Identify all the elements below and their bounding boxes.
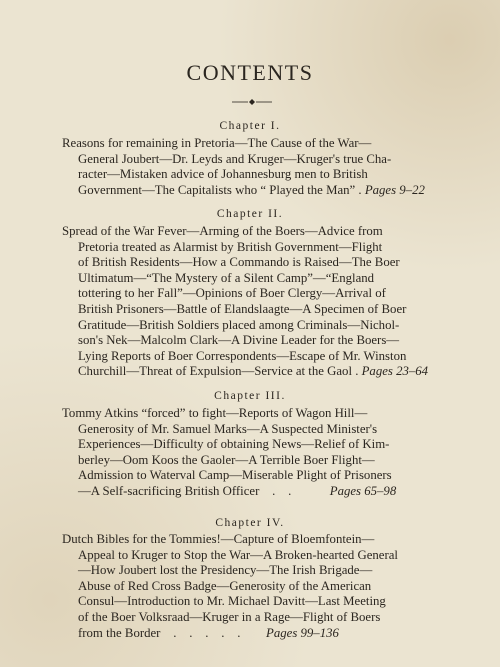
entry-line: Ultimatum—“The Mystery of a Silent Camp”—“England bbox=[78, 270, 375, 285]
entry-line: racter—Mistaken advice of Johannesburg men to British bbox=[78, 167, 368, 182]
chapter-entry bbox=[62, 532, 474, 641]
chapter-heading: Chapter IV. bbox=[215, 517, 285, 529]
entry-line: Pretoria treated as Alarmist by British Government—Flight bbox=[78, 239, 383, 254]
entry-line: Generosity of Mr. Samuel Marks—A Suspected Minister's bbox=[78, 421, 378, 436]
page-range: Pages 9–22 bbox=[364, 182, 425, 197]
chapter-entry bbox=[62, 136, 474, 198]
entry-line bbox=[62, 484, 474, 500]
entry-line: Experiences—Difficulty of obtaining News—Relief of Kim- bbox=[78, 437, 390, 452]
entry-line bbox=[62, 626, 474, 642]
entry-line: Appeal to Kruger to Stop the War—A Broken-hearted General bbox=[78, 547, 398, 562]
entry-line: Tommy Atkins “forced” to fight—Reports of Wagon Hill— bbox=[62, 406, 368, 420]
entry-line: berley—Oom Koos the Gaoler—A Terrible Boer Flight— bbox=[78, 452, 375, 467]
chapter-heading: Chapter I. bbox=[219, 120, 281, 132]
entry-line: Reasons for remaining in Pretoria—The Cause of the War— bbox=[62, 136, 372, 150]
entry-line: son's Nek—Malcolm Clark—A Divine Leader for the Boers— bbox=[78, 333, 400, 348]
page-range: Pages 99–136 bbox=[266, 625, 339, 640]
entry-line: of the Boer Volksraad—Kruger in a Rage—Flight of Boers bbox=[78, 609, 381, 624]
entry-line bbox=[62, 183, 474, 199]
entry-line: Gratitude—British Soldiers placed among Criminals—Nichol- bbox=[78, 317, 400, 332]
page-title: CONTENTS bbox=[186, 60, 314, 85]
entry-line: Lying Reports of Boer Correspondents—Escape of Mr. Winston bbox=[78, 348, 407, 363]
entry-line: Abuse of Red Cross Badge—Generosity of the American bbox=[78, 578, 372, 593]
chapter-entry bbox=[62, 224, 474, 380]
chapter-heading: Chapter II. bbox=[216, 208, 284, 220]
entry-text: Government—The Capitalists who “ Played the Man” . bbox=[78, 182, 362, 197]
chapter-entry bbox=[62, 406, 474, 500]
entry-line: —How Joubert lost the Presidency—The Irish Brigade— bbox=[78, 563, 373, 578]
page-range: Pages 23–64 bbox=[361, 364, 429, 379]
entry-text: Churchill—Threat of Expulsion—Service at the Gaol . bbox=[78, 364, 359, 379]
entry-line: tottering to her Fall”—Opinions of Boer Clergy—Arrival of bbox=[78, 286, 386, 301]
entry-line: Admission to Waterval Camp—Miserable Plight of Prisoners bbox=[78, 468, 392, 483]
entry-line: General Joubert—Dr. Leyds and Kruger—Kruger's true Cha- bbox=[78, 151, 392, 166]
entry-line: Consul—Introduction to Mr. Michael Davitt—Last Meeting bbox=[78, 594, 386, 609]
entry-line: of British Residents—How a Commando is Raised—The Boer bbox=[78, 255, 400, 270]
diamond-rule-ornament bbox=[232, 98, 272, 106]
entry-line bbox=[62, 364, 474, 380]
entry-text: from the Border . . . . . bbox=[78, 625, 241, 640]
page-range: Pages 65–98 bbox=[329, 483, 397, 498]
entry-line: Dutch Bibles for the Tommies!—Capture of Bloemfontein— bbox=[62, 532, 375, 546]
entry-text: —A Self-sacrificing British Officer . . bbox=[78, 483, 292, 498]
entry-line: Spread of the War Fever—Arming of the Boers—Advice from bbox=[62, 224, 383, 238]
entry-line: British Prisoners—Battle of Elandslaagte—A Specimen of Boer bbox=[78, 301, 407, 316]
chapter-heading: Chapter III. bbox=[214, 390, 286, 402]
